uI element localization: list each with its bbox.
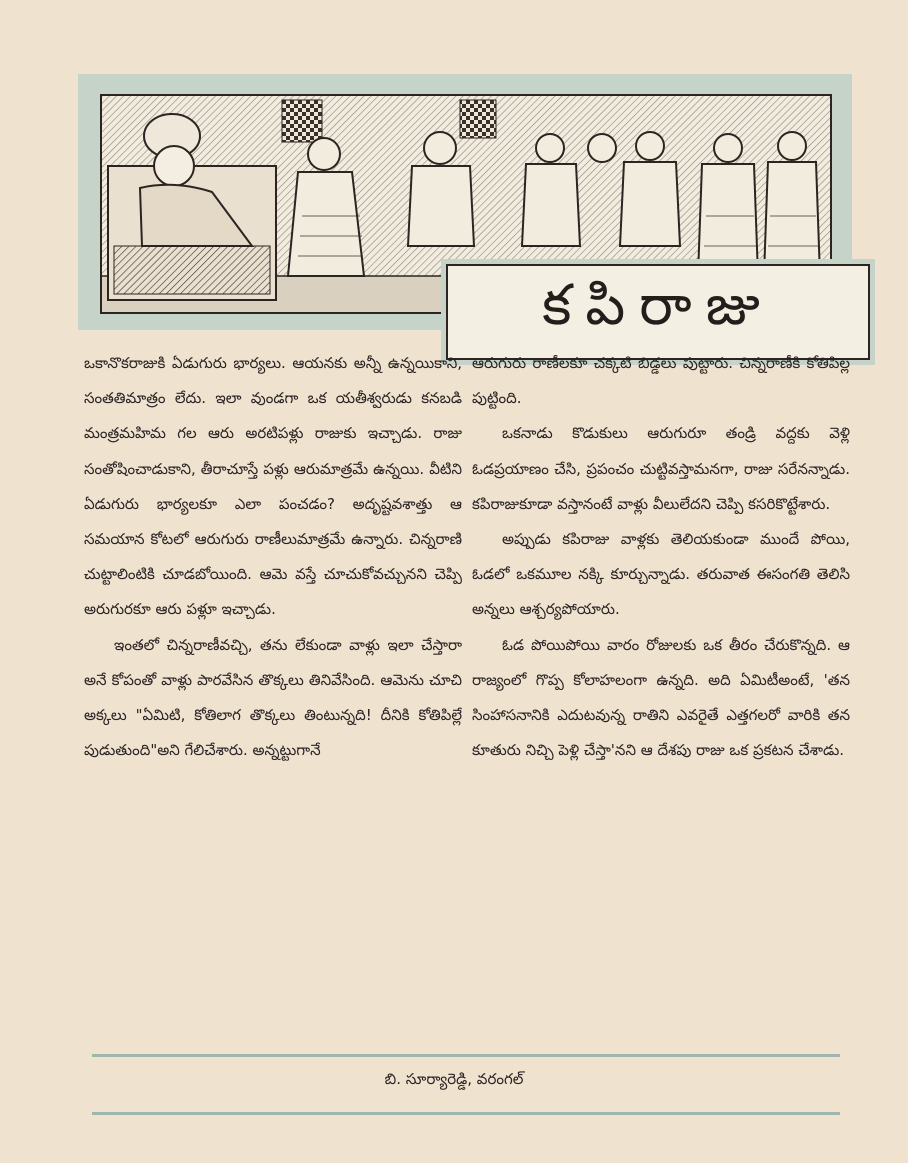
paragraph: ఒకానొకరాజుకి ఏడుగురు భార్యలు. ఆయనకు అన్నీ ఉన్నయికాని, సంతతిమాత్రం లేదు. ఇలా వుండగా ఒక యతీశ్వరుడు కనబడి మంత్రమహిమ గల ఆరు అరటిపళ్లు రాజుకు ఇచ్చాడు. రాజు సంతోషించాడుకాని, తీరాచూస్తే పళ్లు ఆరుమాత్రమే ఉన్నయి. వీటిని ఏడుగురు భార్యలకూ ఎలా పంచడం? అదృష్టవశాత్తు ఆ సమయాన కోటలో ఆరుగురు రాణీలుమాత్రమే ఉన్నారు. చిన్నరాణి చుట్టాలింటికి చూడబోయింది. ఆమె వస్తే చూచుకోవచ్చునని చెప్పి అరుగురకూ ఆరు పళ్లూ ఇచ్చాడు. (84, 354, 462, 619)
paragraph: ఓడ పోయిపోయి వారం రోజులకు ఒక తీరం చేరుకొన్నది. ఆ రాజ్యంలో గొప్ప కోలాహలంగా ఉన్నది. అది ఏమిటీఅంటే, 'తన సింహాసనానికి ఎదుటవున్న రాతిని ఎవరైతే ఎత్తగలరో వారికి తన కూతురు నిచ్చి పెళ్లి చేస్తా'నని ఆ దేశపు రాజు ఒక ప్రకటన చేశాడు. (472, 635, 850, 760)
paragraph: ఒకనాడు కొడుకులు ఆరుగురూ తండ్రి వద్దకు వెళ్లి ఓడప్రయాణం చేసి, ప్రపంచం చుట్టివస్తామనగా, రాజు సరేనన్నాడు. కపిరాజుకూడా వస్తానంటే వాళ్లు వీలులేదని చెప్పి కసరికొట్టేశారు. (472, 424, 850, 513)
title-banner (78, 74, 852, 338)
left-column (84, 346, 462, 768)
paragraph: అప్పుడు కపిరాజు వాళ్లకు తెలియకుండా ముందే పోయి, ఓడలో ఒకమూల నక్కి కూర్చున్నాడు. తరువాత ఈసంగతి తెలిసి అన్నలు ఆశ్చర్యపోయారు. (472, 530, 850, 619)
divider (92, 1054, 840, 1057)
story-title: కపిరాజు (542, 272, 774, 338)
author-byline: బి. సూర్యారెడ్డి, వరంగల్ (384, 1070, 524, 1088)
paragraph: ఇంతలో చిన్నరాణీవచ్చి, తను లేకుండా వాళ్లు ఇలా చేస్తారా అనే కోపంతో వాళ్లు పారవేసిన తొక్కలు తినివేసింది. ఆమెను చూచి అక్కలు "ఏమిటి, కోతిలాగ తొక్కలు తింటున్నది! దీనికి కోతిపిల్లే పుడుతుంది"అని గేలిచేశారు. అన్నట్టుగానే (84, 635, 462, 760)
right-column (472, 346, 850, 768)
paragraph: ఆరుగురు రాణీలకూ చక్కటి బిడ్డలు పుట్టారు. చిన్నరాణీకి కోతిపిల్ల పుట్టింది. (472, 354, 850, 408)
divider (92, 1112, 840, 1115)
